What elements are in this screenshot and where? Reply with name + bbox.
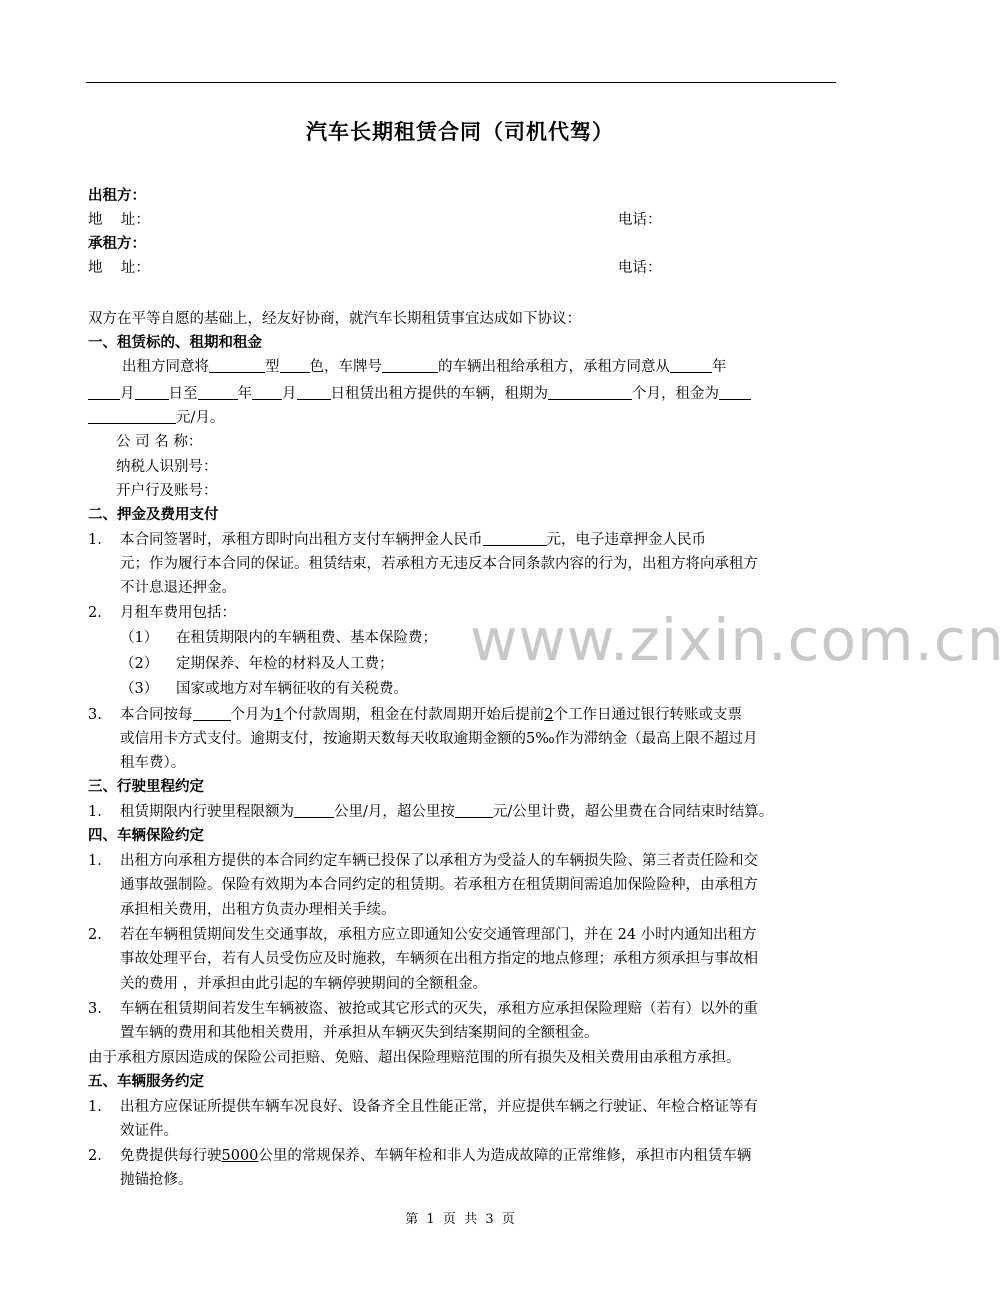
section-2-item-2: 2. 月租车费用包括： xyxy=(88,605,236,621)
section-3-item-1: 1. 租赁期限内行驶里程限额为 公里/月，超公里按 元/公里计费，超公里费在合同结束时结算。 xyxy=(88,804,774,820)
lessee-label: 承租方： xyxy=(88,235,146,252)
section-1-heading: 一、租赁标的、租期和租金 xyxy=(88,334,262,351)
section-4-item-2-cont: 事故处理平台，若有人员受伤应及时施救，车辆须在出租方指定的地点修理；承租方须承担与事故相 xyxy=(120,951,758,967)
section-2-item-3-cont: 或信用卡方式支付。逾期支付，按逾期天数每天收取逾期金额的5‰作为滞纳金（最高上限不超过月 xyxy=(120,731,758,747)
lessor-address-label: 地 址： xyxy=(88,212,150,228)
bank-account-label: 开户行及账号： xyxy=(116,483,218,499)
page-footer: 第 1 页 共 3 页 xyxy=(405,1212,515,1227)
lessor-phone-label: 电话： xyxy=(618,212,662,228)
section-4-note: 由于承租方原因造成的保险公司拒赔、免赔、超出保险理赔范围的所有损失及相关费用由承租方承担。 xyxy=(88,1050,741,1066)
section-5-item-2: 2. 免费提供每行驶5000公里的常规保养、车辆年检和非人为造成故障的正常维修，承担市内租赁车辆 xyxy=(88,1148,752,1164)
section-2-sub-3: （3） 国家或地方对车辆征收的有关税费。 xyxy=(120,681,408,697)
header-rule xyxy=(86,82,836,83)
lessee-address-label: 地 址： xyxy=(88,260,150,276)
section-2-heading: 二、押金及费用支付 xyxy=(88,506,219,523)
section-4-item-1-cont-2: 承担相关费用，出租方负责办理相关手续。 xyxy=(120,902,396,918)
section-2-item-3-cont-2: 租车费）。 xyxy=(120,755,186,771)
document-title: 汽车长期租赁合同（司机代驾） xyxy=(306,119,614,144)
section-3-heading: 三、行驶里程约定 xyxy=(88,778,204,795)
section-2-item-1-cont-2: 不计息退还押金。 xyxy=(120,580,236,596)
section-4-heading: 四、车辆保险约定 xyxy=(88,827,204,844)
lessee-phone-label: 电话： xyxy=(618,260,662,276)
section-4-item-1-cont: 通事故强制险。保险有效期为本合同约定的租赁期。若承租方在租赁期间需追加保险险种，由承租方 xyxy=(120,877,758,893)
section-1-line-2: 月 日至 年 月 日租赁出租方提供的车辆，租期为 个月，租金为 xyxy=(88,384,751,404)
section-2-item-3: 3. 本合同按每 个月为1个付款周期，租金在付款周期开始后提前2个工作日通过银行转账或支票 xyxy=(88,707,742,723)
section-4-item-3: 3. 车辆在租赁期间若发生车辆被盗、被抢或其它形式的灭失，承租方应承担保险理赔（若有）以外的重 xyxy=(88,1001,758,1017)
intro-paragraph: 双方在平等自愿的基础上，经友好协商，就汽车长期租赁事宜达成如下协议： xyxy=(88,311,581,327)
section-1-line-1: 出租方同意将 型 色，车牌号 的车辆出租给承租方，承租方同意从 年 xyxy=(122,359,727,375)
section-4-item-1: 1. 出租方向承租方提供的本合同约定车辆已投保了以承租方为受益人的车辆损失险、第三者责任险和交 xyxy=(88,853,758,869)
section-5-item-1: 1. 出租方应保证所提供车辆车况良好、设备齐全且性能正常，并应提供车辆之行驶证、年检合格证等有 xyxy=(88,1099,758,1115)
section-2-sub-1: （1） 在租赁期限内的车辆租费、基本保险费； xyxy=(120,630,437,646)
lessor-label: 出租方： xyxy=(88,187,146,204)
section-4-item-3-cont: 置车辆的费用和其他相关费用，并承担从车辆灭失到结案期间的全额租金。 xyxy=(120,1025,599,1041)
section-1-line-3: 元/月。 xyxy=(88,408,224,428)
section-4-item-2-cont-2: 关的费用 ，并承担由此引起的车辆停驶期间的全额租金。 xyxy=(120,976,488,992)
section-5-item-2-cont: 抛锚抢修。 xyxy=(120,1172,193,1188)
section-2-item-1-cont: 元；作为履行本合同的保证。租赁结束，若承租方无违反本合同条款内容的行为，出租方将向承租方 xyxy=(120,556,758,572)
watermark: www.zixin.com.cn xyxy=(470,606,1005,674)
section-4-item-2: 2. 若在车辆租赁期间发生交通事故，承租方应立即通知公安交通管理部门，并在 24 小时内通知出租方 xyxy=(88,927,757,943)
section-2-item-1: 1. 本合同签署时，承租方即时向出租方支付车辆押金人民币 元，电子违章押金人民币 xyxy=(88,532,706,548)
company-name-label: 公 司 名 称： xyxy=(116,434,203,450)
section-5-item-1-cont: 效证件。 xyxy=(120,1123,178,1139)
tax-id-label: 纳税人识别号： xyxy=(116,459,218,475)
section-5-heading: 五、车辆服务约定 xyxy=(88,1073,204,1090)
section-2-sub-2: （2） 定期保养、年检的材料及人工费； xyxy=(120,656,394,672)
